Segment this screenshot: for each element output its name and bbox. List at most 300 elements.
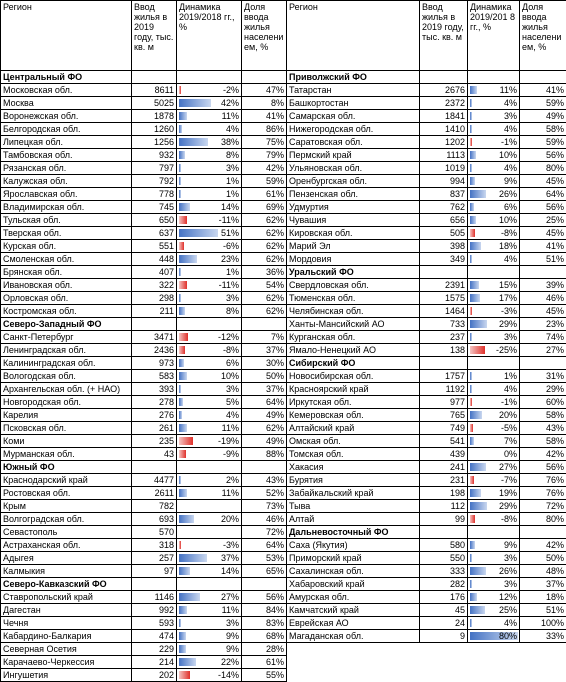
share-value: 49% (242, 409, 287, 422)
region-name: Оренбургская обл. (287, 175, 420, 188)
dynamics-value: 4% (504, 98, 517, 108)
dynamics-bar-positive (179, 307, 185, 315)
table-row (1, 188, 287, 201)
table-row (287, 474, 566, 487)
dynamics-bar-positive (179, 489, 187, 497)
share-value: 59% (242, 175, 287, 188)
share-value: 62% (242, 227, 287, 240)
dynamics-value: -2% (223, 85, 239, 95)
region-name: Татарстан (287, 84, 420, 97)
region-name: Алтай (287, 513, 420, 526)
volume-value: 349 (420, 253, 468, 266)
share-value: 64% (242, 396, 287, 409)
table-row (287, 552, 566, 565)
dynamics-cell (177, 396, 242, 409)
dynamics-bar-positive (179, 125, 182, 133)
volume-value: 198 (420, 487, 468, 500)
share-value: 49% (520, 110, 566, 123)
dynamics-bar-positive (470, 502, 487, 510)
dynamics-cell (177, 149, 242, 162)
dynamics-cell (468, 396, 520, 409)
region-name: Новгородская обл. (1, 396, 132, 409)
dynamics-value: 12% (499, 592, 517, 602)
empty-cell (468, 71, 520, 84)
dynamics-value: 4% (226, 124, 239, 134)
dynamics-value: 20% (221, 514, 239, 524)
dynamics-value: -9% (223, 449, 239, 459)
share-value: 56% (520, 201, 566, 214)
dynamics-value: 26% (499, 566, 517, 576)
volume-value: 2436 (132, 344, 177, 357)
dynamics-cell (468, 552, 520, 565)
section-title: Южный ФО (1, 461, 132, 474)
dynamics-value: 3% (226, 384, 239, 394)
volume-value: 580 (420, 539, 468, 552)
dynamics-bar-positive (470, 125, 472, 133)
share-value: 30% (242, 357, 287, 370)
volume-value: 45 (420, 604, 468, 617)
share-value: 45% (520, 305, 566, 318)
region-name: Липецкая обл. (1, 136, 132, 149)
volume-value: 1575 (420, 292, 468, 305)
region-name: Ростовская обл. (1, 487, 132, 500)
volume-value: 112 (420, 500, 468, 513)
dynamics-value: 14% (221, 566, 239, 576)
dynamics-value: 3% (226, 618, 239, 628)
region-name: Томская обл. (287, 448, 420, 461)
volume-value: 1464 (420, 305, 468, 318)
share-value: 61% (242, 188, 287, 201)
volume-value: 1113 (420, 149, 468, 162)
dynamics-cell (177, 591, 242, 604)
dynamics-cell (468, 305, 520, 318)
dynamics-cell (177, 617, 242, 630)
share-value: 39% (520, 279, 566, 292)
dynamics-cell (177, 487, 242, 500)
table-row (1, 253, 287, 266)
dynamics-value: 27% (221, 592, 239, 602)
volume-value: 1757 (420, 370, 468, 383)
table-row (1, 643, 287, 656)
volume-value: 693 (132, 513, 177, 526)
empty-cell (242, 578, 287, 591)
dynamics-value: -5% (501, 423, 517, 433)
volume-value: 282 (420, 578, 468, 591)
dynamics-value: 11% (222, 111, 239, 121)
dynamics-cell (177, 500, 242, 513)
volume-value: 550 (420, 552, 468, 565)
dynamics-bar-positive (179, 424, 187, 432)
dynamics-cell (177, 253, 242, 266)
share-value: 45% (520, 175, 566, 188)
volume-value: 276 (132, 409, 177, 422)
table-row (1, 604, 287, 617)
dynamics-cell (177, 474, 242, 487)
share-value: 50% (242, 370, 287, 383)
region-name: Крым (1, 500, 132, 513)
empty-cell (520, 266, 566, 279)
dynamics-cell (468, 253, 520, 266)
region-name: Курская обл. (1, 240, 132, 253)
region-name: Владимирская обл. (1, 201, 132, 214)
share-value: 7% (242, 331, 287, 344)
volume-value: 541 (420, 435, 468, 448)
table-row (287, 383, 566, 396)
dynamics-bar-positive (470, 580, 472, 588)
dynamics-bar-positive (179, 203, 190, 211)
region-name: Свердловская обл. (287, 279, 420, 292)
dynamics-cell (468, 591, 520, 604)
table-row (1, 422, 287, 435)
volume-value: 448 (132, 253, 177, 266)
dynamics-cell (468, 110, 520, 123)
dynamics-cell (177, 630, 242, 643)
dynamics-value: 14% (221, 202, 239, 212)
region-name: Адыгея (1, 552, 132, 565)
share-value: 62% (242, 253, 287, 266)
table-row (1, 175, 287, 188)
dynamics-bar-positive (470, 112, 472, 120)
empty-cell (242, 318, 287, 331)
table-row (287, 591, 566, 604)
volume-value: 782 (132, 500, 177, 513)
dynamics-value: 3% (504, 332, 517, 342)
dynamics-cell (468, 201, 520, 214)
dynamics-cell (177, 539, 242, 552)
dynamics-bar-positive (179, 645, 186, 653)
dynamics-bar-positive (179, 593, 200, 601)
volume-value: 4477 (132, 474, 177, 487)
share-value: 37% (242, 383, 287, 396)
dynamics-cell (177, 643, 242, 656)
region-name: Архангельская обл. (+ НАО) (1, 383, 132, 396)
dynamics-bar-negative (179, 281, 187, 289)
share-value: 88% (242, 448, 287, 461)
table-row (1, 435, 287, 448)
empty-cell (520, 357, 566, 370)
region-name: Удмуртия (287, 201, 420, 214)
dynamics-value: 27% (499, 462, 517, 472)
dynamics-bar-positive (179, 268, 181, 276)
table-row (1, 149, 287, 162)
dynamics-cell (177, 279, 242, 292)
region-name: Санкт-Петербург (1, 331, 132, 344)
table-row (1, 110, 287, 123)
volume-value: 237 (420, 331, 468, 344)
volume-value: 1192 (420, 383, 468, 396)
share-value: 75% (242, 136, 287, 149)
table-row (1, 591, 287, 604)
table-row (1, 84, 287, 97)
dynamics-value: 80% (499, 631, 517, 641)
dynamics-cell (177, 448, 242, 461)
table-row (1, 214, 287, 227)
share-value: 72% (520, 500, 566, 513)
dynamics-cell (468, 227, 520, 240)
dynamics-bar-positive (179, 294, 181, 302)
dynamics-cell (468, 435, 520, 448)
dynamics-cell (177, 227, 242, 240)
dynamics-cell (468, 214, 520, 227)
empty-cell (177, 578, 242, 591)
dynamics-value: 3% (504, 579, 517, 589)
volume-value: 1410 (420, 123, 468, 136)
volume-value: 1841 (420, 110, 468, 123)
region-name: Нижегородская обл. (287, 123, 420, 136)
region-name: Калужская обл. (1, 175, 132, 188)
volume-value: 333 (420, 565, 468, 578)
share-value: 43% (242, 474, 287, 487)
region-name: Приморский край (287, 552, 420, 565)
dynamics-value: 18% (499, 241, 517, 251)
share-value: 56% (520, 149, 566, 162)
region-name: Ямало-Ненецкий АО (287, 344, 420, 357)
share-value: 28% (242, 643, 287, 656)
section-row (287, 266, 566, 279)
dynamics-bar-positive (179, 359, 184, 367)
dynamics-bar-positive (470, 86, 477, 94)
dynamics-bar-positive (470, 567, 486, 575)
left-header-row (1, 1, 287, 71)
share-value: 33% (520, 630, 566, 643)
dynamics-value: -12% (218, 332, 239, 342)
dynamics-value: 3% (226, 293, 239, 303)
dynamics-value: -19% (218, 436, 239, 446)
dynamics-cell (468, 318, 520, 331)
share-value: 23% (520, 318, 566, 331)
dynamics-cell (177, 110, 242, 123)
dynamics-value: -3% (501, 306, 517, 316)
header-share: Доля ввода жилья населени ем, % (242, 1, 287, 71)
dynamics-bar-positive (470, 541, 475, 549)
region-name: Вологодская обл. (1, 370, 132, 383)
section-title: Дальневосточный ФО (287, 526, 420, 539)
dynamics-cell (177, 552, 242, 565)
volume-value: 593 (132, 617, 177, 630)
dynamics-bar-positive (470, 164, 472, 172)
region-name: Башкортостан (287, 97, 420, 110)
dynamics-bar-negative (470, 398, 472, 406)
region-name: Амурская обл. (287, 591, 420, 604)
region-name: Ульяновская обл. (287, 162, 420, 175)
region-name: Рязанская обл. (1, 162, 132, 175)
share-value: 51% (520, 604, 566, 617)
dynamics-value: 4% (504, 163, 517, 173)
volume-value: 8611 (132, 84, 177, 97)
table-row (1, 266, 287, 279)
volume-value: 235 (132, 435, 177, 448)
dynamics-value: 29% (499, 501, 517, 511)
volume-value: 2611 (132, 487, 177, 500)
share-value: 64% (242, 539, 287, 552)
region-name: Курганская обл. (287, 331, 420, 344)
dynamics-bar-negative (179, 242, 184, 250)
share-value: 29% (520, 383, 566, 396)
dynamics-bar-negative (179, 450, 186, 458)
table-row (287, 123, 566, 136)
volume-value: 745 (132, 201, 177, 214)
share-value: 83% (242, 617, 287, 630)
table-row (287, 318, 566, 331)
volume-value: 792 (132, 175, 177, 188)
dynamics-value: -6% (223, 241, 239, 251)
dynamics-cell (468, 344, 520, 357)
dynamics-bar-positive (179, 138, 208, 146)
volume-value: 322 (132, 279, 177, 292)
header-dynamics: Динамика 2019/201 8 гг., % (468, 1, 520, 71)
table-row (287, 84, 566, 97)
share-value: 62% (242, 240, 287, 253)
share-value: 76% (520, 487, 566, 500)
dynamics-bar-negative (470, 424, 473, 432)
region-name: Саха (Якутия) (287, 539, 420, 552)
dynamics-cell (468, 409, 520, 422)
region-name: Волгоградская обл. (1, 513, 132, 526)
share-value: 58% (520, 409, 566, 422)
dynamics-cell (177, 422, 242, 435)
dynamics-bar-negative (179, 346, 185, 354)
region-name: Мордовия (287, 253, 420, 266)
dynamics-cell (177, 565, 242, 578)
dynamics-cell (468, 383, 520, 396)
volume-value: 5025 (132, 97, 177, 110)
share-value: 61% (242, 656, 287, 669)
empty-cell (520, 71, 566, 84)
table-row (287, 539, 566, 552)
dynamics-cell (177, 266, 242, 279)
empty-cell (468, 526, 520, 539)
dynamics-value: 25% (499, 605, 517, 615)
dynamics-cell (177, 305, 242, 318)
dynamics-cell (468, 136, 520, 149)
dynamics-bar-positive (470, 255, 472, 263)
share-value: 74% (520, 331, 566, 344)
table-row (287, 487, 566, 500)
dynamics-bar-positive (179, 554, 207, 562)
section-row (287, 526, 566, 539)
empty-cell (420, 357, 468, 370)
dynamics-cell (468, 500, 520, 513)
header-dynamics: Динамика 2019/2018 гг., % (177, 1, 242, 71)
section-title: Уральский ФО (287, 266, 420, 279)
dynamics-value: -8% (223, 345, 239, 355)
region-name: Смоленская обл. (1, 253, 132, 266)
dynamics-cell (468, 84, 520, 97)
volume-value: 650 (132, 214, 177, 227)
table-row (1, 630, 287, 643)
table-row (287, 344, 566, 357)
dynamics-cell (468, 565, 520, 578)
region-name: Ставропольский край (1, 591, 132, 604)
region-name: Карелия (1, 409, 132, 422)
empty-cell (242, 71, 287, 84)
share-value: 48% (520, 565, 566, 578)
table-row (287, 214, 566, 227)
volume-value: 570 (132, 526, 177, 539)
table-row (1, 500, 287, 513)
dynamics-bar-negative (470, 515, 475, 523)
dynamics-bar-negative (470, 346, 485, 354)
dynamics-bar-positive (179, 567, 190, 575)
dynamics-value: 6% (504, 202, 517, 212)
share-value: 55% (242, 669, 287, 682)
right-table-body (287, 71, 566, 643)
share-value: 84% (242, 604, 287, 617)
share-value: 8% (242, 97, 287, 110)
region-name: Севастополь (1, 526, 132, 539)
dynamics-value: 26% (499, 189, 517, 199)
share-value: 41% (520, 240, 566, 253)
share-value: 41% (520, 84, 566, 97)
empty-cell (242, 461, 287, 474)
region-name: Камчатский край (287, 604, 420, 617)
share-value: 52% (242, 487, 287, 500)
volume-value: 837 (420, 188, 468, 201)
region-name: Красноярский край (287, 383, 420, 396)
volume-value: 637 (132, 227, 177, 240)
share-value: 100% (520, 617, 566, 630)
section-row (1, 71, 287, 84)
region-name: Калмыкия (1, 565, 132, 578)
volume-value: 214 (132, 656, 177, 669)
volume-value: 43 (132, 448, 177, 461)
volume-value: 241 (420, 461, 468, 474)
dynamics-value: -11% (219, 280, 239, 290)
region-name: Кировская обл. (287, 227, 420, 240)
dynamics-bar-negative (179, 216, 187, 224)
dynamics-bar-positive (179, 385, 181, 393)
section-title: Сибирский ФО (287, 357, 420, 370)
volume-value: 765 (420, 409, 468, 422)
empty-cell (132, 578, 177, 591)
region-name: Чечня (1, 617, 132, 630)
table-row (287, 149, 566, 162)
table-row (1, 305, 287, 318)
volume-value: 3471 (132, 331, 177, 344)
share-value: 45% (520, 227, 566, 240)
dynamics-value: 4% (504, 618, 517, 628)
dynamics-cell (468, 279, 520, 292)
table-row (287, 604, 566, 617)
region-name: Челябинская обл. (287, 305, 420, 318)
dynamics-value: 11% (222, 605, 239, 615)
dynamics-bar-positive (179, 372, 187, 380)
dynamics-value: 29% (499, 319, 517, 329)
dynamics-bar-positive (179, 476, 181, 484)
dynamics-bar-negative (179, 541, 181, 549)
dynamics-value: 1% (226, 189, 239, 199)
dynamics-cell (468, 240, 520, 253)
dynamics-bar-positive (470, 151, 476, 159)
region-name: Карачаево-Черкессия (1, 656, 132, 669)
right-table (286, 0, 566, 643)
table-row (287, 396, 566, 409)
table-row (1, 409, 287, 422)
share-value: 37% (520, 578, 566, 591)
dynamics-cell (177, 383, 242, 396)
section-row (1, 461, 287, 474)
table-row (287, 565, 566, 578)
dynamics-value: 9% (504, 540, 517, 550)
share-value: 56% (242, 591, 287, 604)
empty-cell (177, 71, 242, 84)
dynamics-bar-positive (470, 177, 475, 185)
empty-cell (177, 318, 242, 331)
dynamics-value: -7% (501, 475, 517, 485)
dynamics-value: 4% (504, 384, 517, 394)
share-value: 42% (520, 539, 566, 552)
volume-value: 393 (132, 383, 177, 396)
